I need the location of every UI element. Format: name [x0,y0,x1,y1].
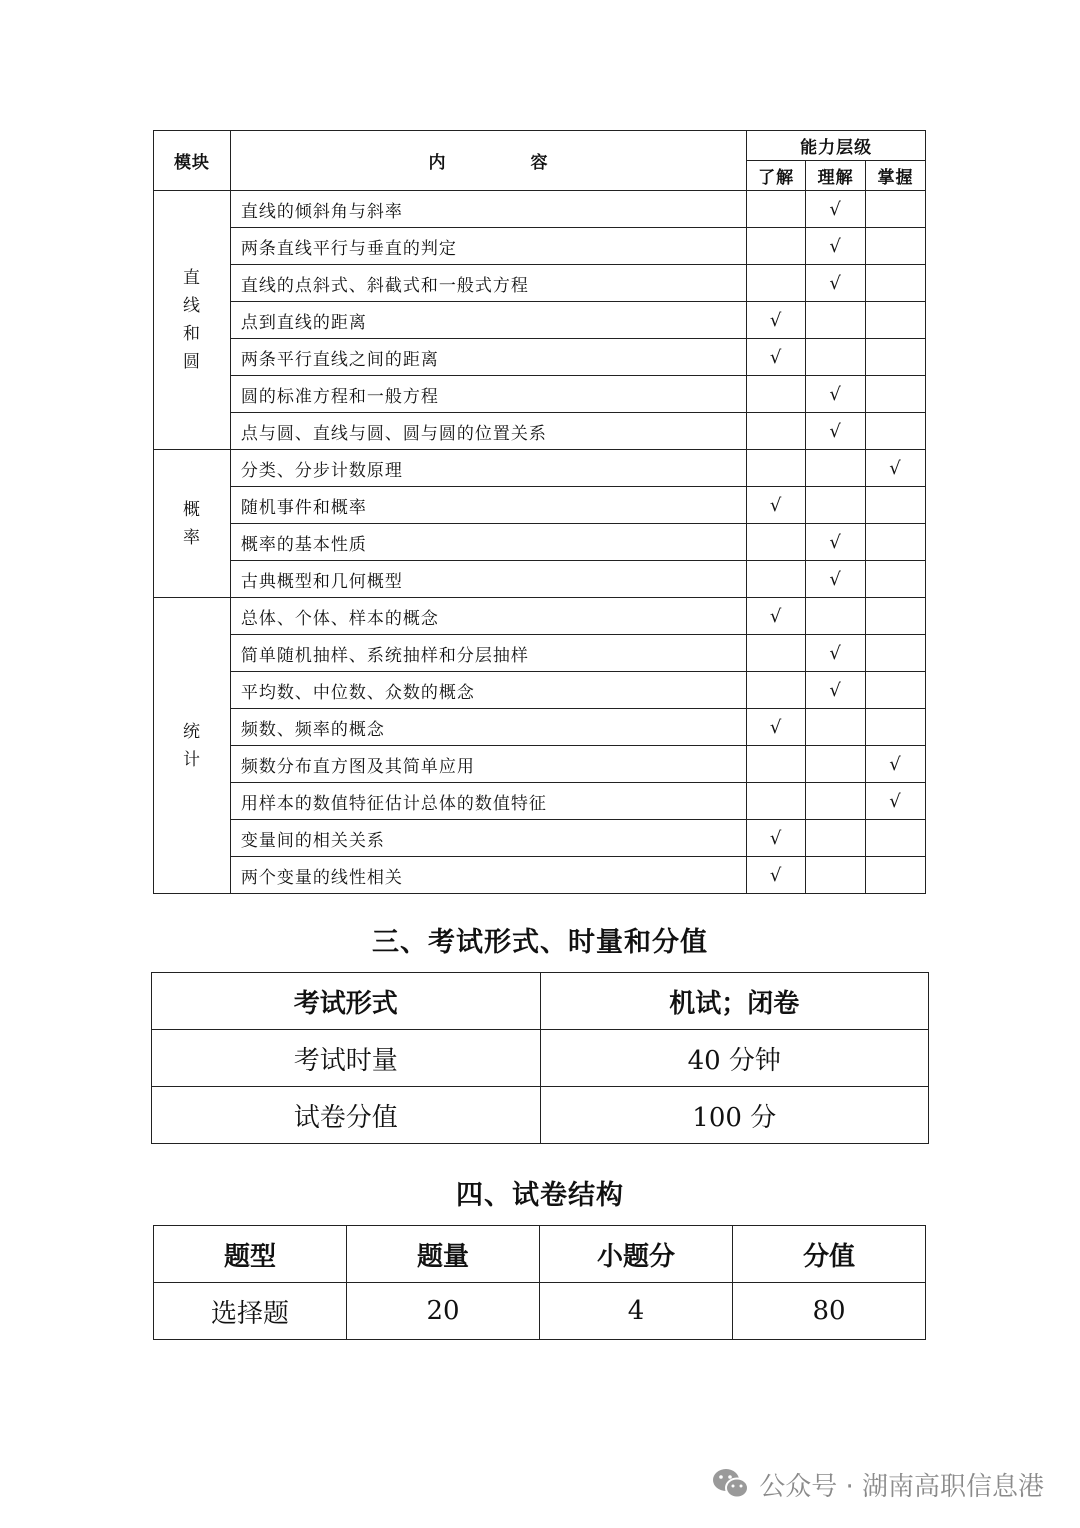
empty-level-cell [866,598,926,635]
check-mark: √ [747,339,806,376]
table-row [154,450,926,487]
empty-level-cell [806,450,866,487]
empty-level-cell [747,635,806,672]
empty-level-cell [747,228,806,265]
content-item: 点到直线的距离 [230,302,746,339]
table-row [154,598,926,635]
header-level-comprehend: 理解 [806,161,866,191]
header-level-understand-basic: 了解 [747,161,806,191]
empty-level-cell [806,598,866,635]
check-mark: √ [806,524,866,561]
module-cell: 直 线 和 圆 [154,191,231,450]
empty-level-cell [806,487,866,524]
table-row [152,1087,929,1144]
empty-level-cell [866,672,926,709]
empty-level-cell [747,672,806,709]
table-row [154,487,926,524]
cell-question-count: 20 [347,1283,540,1340]
check-mark: √ [747,302,806,339]
empty-level-cell [806,709,866,746]
empty-level-cell [806,820,866,857]
table-row [154,857,926,894]
table-row [154,672,926,709]
empty-level-cell [866,191,926,228]
empty-level-cell [866,376,926,413]
empty-level-cell [806,783,866,820]
exam-score-value: 100 分 [540,1087,929,1144]
empty-level-cell [866,709,926,746]
content-item: 古典概型和几何概型 [230,561,746,598]
check-mark: √ [747,820,806,857]
table-row [154,1283,926,1340]
cell-item-score: 4 [540,1283,733,1340]
empty-level-cell [866,339,926,376]
empty-level-cell [866,228,926,265]
check-mark: √ [866,746,926,783]
exam-duration-value: 40 分钟 [540,1030,929,1087]
empty-level-cell [866,524,926,561]
check-mark: √ [747,709,806,746]
module-cell: 概 率 [154,450,231,598]
content-item: 两个变量的线性相关 [230,857,746,894]
cell-total-score: 80 [733,1283,926,1340]
check-mark: √ [866,450,926,487]
table-row [154,635,926,672]
content-item: 总体、个体、样本的概念 [230,598,746,635]
content-item: 分类、分步计数原理 [230,450,746,487]
cell-question-type: 选择题 [154,1283,347,1340]
header-content-label: 内容 [428,153,549,173]
check-mark: √ [806,413,866,450]
check-mark: √ [747,598,806,635]
check-mark: √ [806,265,866,302]
paper-structure-table [153,1225,926,1340]
content-item: 频数分布直方图及其简单应用 [230,746,746,783]
empty-level-cell [747,450,806,487]
header-module: 模块 [154,131,231,191]
empty-level-cell [747,561,806,598]
table-header-row [154,1226,926,1283]
table-row [154,302,926,339]
ability-level-table [153,130,926,894]
check-mark: √ [806,561,866,598]
empty-level-cell [747,191,806,228]
watermark-text: 公众号 · 湖南高职信息港 [759,1471,1044,1502]
table-row [154,376,926,413]
empty-level-cell [806,746,866,783]
table-row [154,783,926,820]
watermark [711,1464,1044,1504]
header-item-score: 小题分 [540,1226,733,1283]
section3-title: 三、考试形式、时量和分值 [372,927,708,958]
header-question-count: 题量 [347,1226,540,1283]
empty-level-cell [806,339,866,376]
table-row [154,265,926,302]
table-row [154,820,926,857]
empty-level-cell [747,783,806,820]
exam-format-table [151,972,929,1144]
table-row [152,1030,929,1087]
content-item: 平均数、中位数、众数的概念 [230,672,746,709]
check-mark: √ [747,487,806,524]
check-mark: √ [806,376,866,413]
content-item: 简单随机抽样、系统抽样和分层抽样 [230,635,746,672]
empty-level-cell [747,524,806,561]
check-mark: √ [806,672,866,709]
check-mark: √ [806,228,866,265]
content-item: 直线的点斜式、斜截式和一般式方程 [230,265,746,302]
empty-level-cell [866,561,926,598]
wechat-icon [711,1467,751,1501]
exam-score-label: 试卷分值 [152,1087,541,1144]
module-cell: 统 计 [154,598,231,894]
header-question-type: 题型 [154,1226,347,1283]
header-level-master: 掌握 [866,161,926,191]
empty-level-cell [866,265,926,302]
empty-level-cell [866,820,926,857]
exam-format-label: 考试形式 [152,973,541,1030]
exam-duration-label: 考试时量 [152,1030,541,1087]
empty-level-cell [806,302,866,339]
header-total-score: 分值 [733,1226,926,1283]
exam-format-value: 机试；闭卷 [540,973,929,1030]
check-mark: √ [747,857,806,894]
empty-level-cell [747,746,806,783]
header-content [230,131,746,191]
empty-level-cell [866,857,926,894]
content-item: 圆的标准方程和一般方程 [230,376,746,413]
content-item: 直线的倾斜角与斜率 [230,191,746,228]
empty-level-cell [747,413,806,450]
check-mark: √ [806,635,866,672]
empty-level-cell [747,265,806,302]
content-item: 变量间的相关关系 [230,820,746,857]
table-row [154,709,926,746]
empty-level-cell [747,376,806,413]
table-row [154,228,926,265]
content-item: 频数、频率的概念 [230,709,746,746]
table-row [154,339,926,376]
empty-level-cell [866,487,926,524]
empty-level-cell [866,413,926,450]
header-ability: 能力层级 [747,131,926,161]
content-item: 点与圆、直线与圆、圆与圆的位置关系 [230,413,746,450]
content-item: 概率的基本性质 [230,524,746,561]
table-row [152,973,929,1030]
table-row [154,413,926,450]
content-item: 用样本的数值特征估计总体的数值特征 [230,783,746,820]
table-row [154,191,926,228]
content-item: 随机事件和概率 [230,487,746,524]
table-row [154,524,926,561]
table-row [154,746,926,783]
empty-level-cell [866,635,926,672]
table-row [154,561,926,598]
content-item: 两条平行直线之间的距离 [230,339,746,376]
empty-level-cell [866,302,926,339]
check-mark: √ [866,783,926,820]
check-mark: √ [806,191,866,228]
content-item: 两条直线平行与垂直的判定 [230,228,746,265]
empty-level-cell [806,857,866,894]
section4-title: 四、试卷结构 [456,1180,624,1211]
